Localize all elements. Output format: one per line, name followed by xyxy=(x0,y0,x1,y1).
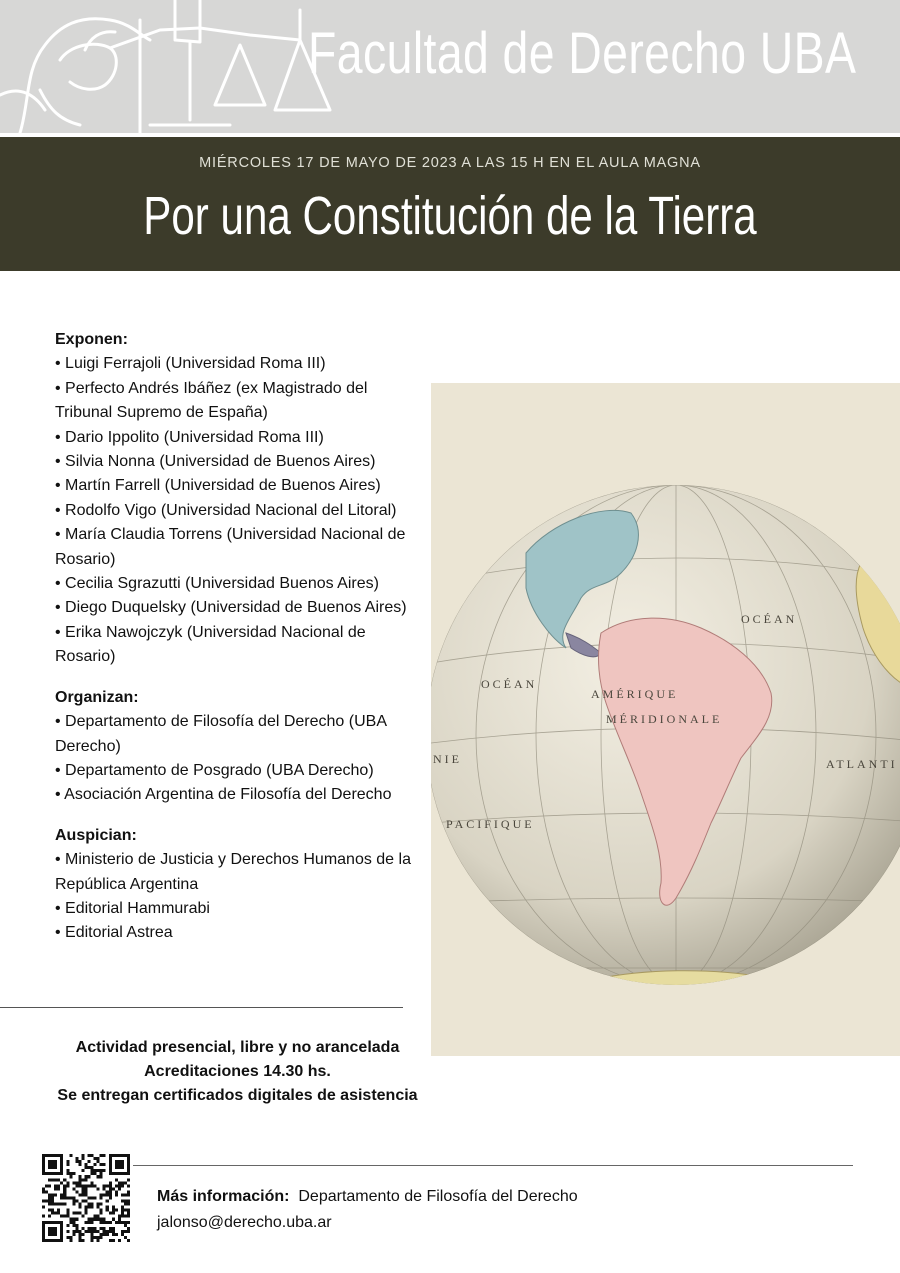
globe-image xyxy=(431,383,900,1056)
globe-label: AMÉRIQUE xyxy=(591,687,679,701)
separator-line xyxy=(0,1007,403,1008)
more-info xyxy=(157,1184,578,1236)
header-band xyxy=(0,0,900,133)
globe-label: ATLANTI xyxy=(826,757,898,771)
attendance-notice xyxy=(55,1036,420,1108)
list-item: • Editorial Hammurabi xyxy=(55,899,210,917)
list-item: • Perfecto Andrés Ibáñez (ex Magistrado del Tribunal Supremo de España) xyxy=(55,379,368,422)
list-item: • Departamento de Filosofía del Derecho (UBA Derecho) xyxy=(55,713,387,755)
info-value: Departamento de Filosofía del Derecho xyxy=(298,1188,578,1205)
globe-label: NIE xyxy=(433,752,462,766)
list-item: • María Claudia Torrens (Universidad Nacional de Rosario) xyxy=(55,526,406,568)
exponen-section xyxy=(55,328,425,670)
qr-code-icon[interactable] xyxy=(42,1154,130,1242)
list-item: • Asociación Argentina de Filosofía del Derecho xyxy=(55,786,392,804)
list-item: • Departamento de Posgrado (UBA Derecho) xyxy=(55,761,374,779)
globe-label: MÉRIDIONALE xyxy=(606,712,723,726)
info-label: Más información: xyxy=(157,1188,290,1205)
exponen-heading: Exponen: xyxy=(55,331,128,348)
globe-label: PACIFIQUE xyxy=(446,817,535,831)
list-item: • Ministerio de Justicia y Derechos Humanos de la República Argentina xyxy=(55,851,411,893)
event-date: MIÉRCOLES 17 DE MAYO DE 2023 A LAS 15 H EN EL AULA MAGNA xyxy=(199,155,701,171)
list-item: • Dario Ippolito (Universidad Roma III) xyxy=(55,428,324,446)
organizan-heading: Organizan: xyxy=(55,688,139,706)
list-item: • Martín Farrell (Universidad de Buenos Aires) xyxy=(55,477,381,495)
faculty-title: Facultad de Derecho UBA xyxy=(307,21,856,86)
auspician-section xyxy=(55,824,425,946)
event-band xyxy=(0,137,900,271)
globe-label: OCÉAN xyxy=(741,612,798,626)
globe-label: OCÉAN xyxy=(481,677,538,691)
footer-line xyxy=(133,1165,853,1166)
list-item: • Rodolfo Vigo (Universidad Nacional del Litoral) xyxy=(55,501,397,519)
auspician-heading: Auspician: xyxy=(55,826,137,844)
list-item: • Cecilia Sgrazutti (Universidad Buenos Aires) xyxy=(55,575,379,593)
content-column xyxy=(55,328,425,962)
list-item: • Luigi Ferrajoli (Universidad Roma III) xyxy=(55,355,326,373)
list-item: • Diego Duquelsky (Universidad de Buenos Aires) xyxy=(55,599,407,617)
globe-icon xyxy=(431,383,900,1056)
notice-line: Actividad presencial, libre y no arancelada xyxy=(75,1039,400,1056)
list-item: • Silvia Nonna (Universidad de Buenos Aires) xyxy=(55,453,376,471)
event-title: Por una Constitución de la Tierra xyxy=(143,186,757,246)
list-item: • Erika Nawojczyk (Universidad Nacional de Rosario) xyxy=(55,623,366,666)
organizan-section xyxy=(55,686,425,808)
notice-line: Acreditaciones 14.30 hs. xyxy=(144,1063,331,1080)
contact-email[interactable]: jalonso@derecho.uba.ar xyxy=(157,1214,332,1231)
list-item: • Editorial Astrea xyxy=(55,924,173,942)
notice-line: Se entregan certificados digitales de asistencia xyxy=(57,1087,418,1104)
